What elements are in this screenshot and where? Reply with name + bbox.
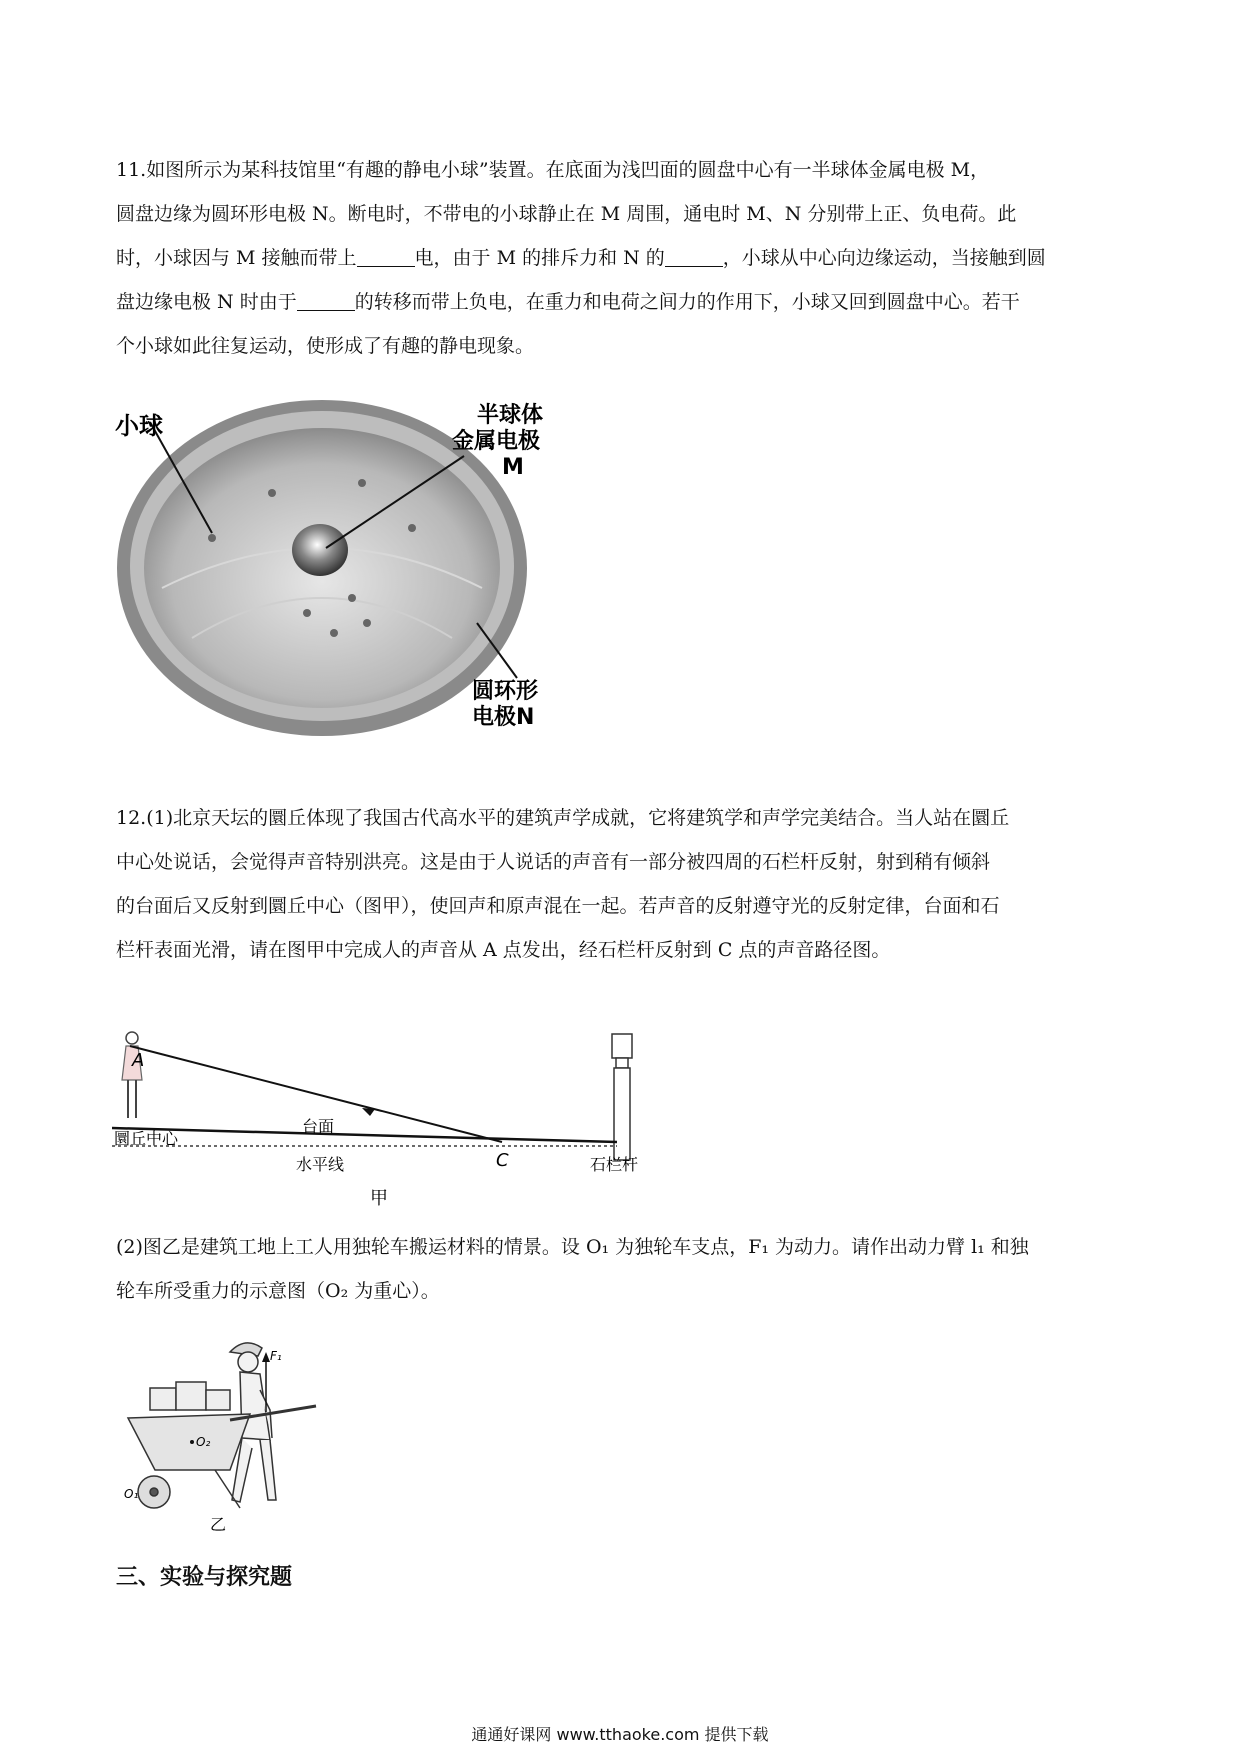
q11-line-5: 个小球如此往复运动，使形成了有趣的静电现象。: [116, 335, 535, 357]
speaking-person: [122, 1032, 145, 1118]
small-ball: [303, 609, 311, 617]
small-ball: [268, 489, 276, 497]
center-label: 圜丘中心: [114, 1129, 179, 1148]
electrode-m-label-3: M: [502, 455, 524, 480]
figure-a-caption: 甲: [370, 1188, 388, 1209]
small-ball: [358, 479, 366, 487]
figure-b-wheelbarrow: [120, 1330, 340, 1540]
q11-line-2: 圆盘边缘为圆环形电极 N。断电时，不带电的小球静止在 M 周围，通电时 M、N 分别带上正、负电荷。此: [116, 203, 1017, 225]
figure-b-caption: 乙: [210, 1515, 227, 1534]
q12-p1-line-1: 12.(1)北京天坛的圜丘体现了我国古代高水平的建筑声学成就，它将建筑学和声学完美结合。当人站在圜丘: [116, 807, 1010, 829]
ray-arrowhead: [362, 1108, 375, 1116]
q11-line-3a: 时，小球因与 M 接触而带上: [116, 247, 357, 269]
footer-text: 通通好课网 www.tthaoke.com 提供下载: [471, 1725, 769, 1744]
small-ball: [330, 629, 338, 637]
electrode-n-label-1: 圆环形: [472, 679, 539, 704]
railing-label: 石栏杆: [590, 1155, 639, 1174]
q12-p2-line-1: (2)图乙是建筑工地上工人用独轮车搬运材料的情景。设 O₁ 为独轮车支点，F₁ 为动力。请作出动力臂 l₁ 和独: [116, 1236, 1029, 1258]
q12-part1-text: [116, 796, 1134, 972]
small-ball: [363, 619, 371, 627]
platform-label: 台面: [302, 1117, 335, 1136]
small-ball: [348, 594, 356, 602]
ball-label: 小球: [115, 412, 163, 440]
horizontal-label: 水平线: [296, 1155, 345, 1174]
wheelbarrow: [128, 1382, 316, 1508]
force-f1-arrowhead: [262, 1352, 270, 1362]
small-ball: [208, 534, 216, 542]
o1-label: O₁: [124, 1487, 139, 1501]
center-of-gravity-o2: [190, 1440, 194, 1444]
o2-label: O₂: [196, 1435, 211, 1449]
platform-line: [112, 1128, 617, 1142]
electrode-m-label-1: 半球体: [477, 403, 544, 428]
electrode-n-label-2: 电极N: [472, 705, 535, 730]
section-title: 三、实验与探究题: [116, 1565, 293, 1590]
answer-blank-3[interactable]: [297, 291, 355, 311]
q11-line-4a: 盘边缘电极 N 时由于: [116, 291, 297, 313]
point-a-label: A: [132, 1050, 145, 1071]
electrode-m-label-2: 金属电极: [452, 429, 541, 454]
q11-line-3b: 电，由于 M 的排斥力和 N 的: [414, 247, 665, 269]
point-c-label: C: [496, 1150, 509, 1171]
small-ball: [408, 524, 416, 532]
q12-part2-text: [116, 1225, 1134, 1313]
q12-p2-line-2: 轮车所受重力的示意图（O₂ 为重心）。: [116, 1280, 440, 1302]
q11-line-4b: 的转移而带上负电，在重力和电荷之间力的作用下，小球又回到圆盘中心。若干: [354, 291, 1020, 313]
answer-blank-1[interactable]: [357, 247, 415, 267]
answer-blank-2[interactable]: [665, 247, 723, 267]
q11-line-3c: ，小球从中心向边缘运动，当接触到圆: [722, 247, 1046, 269]
q11-line-1: 11.如图所示为某科技馆里“有趣的静电小球”装置。在底面为浅凹面的圆盘中心有一半球体金属电极 M，: [116, 159, 990, 181]
force-f1-label: F₁: [270, 1349, 282, 1363]
center-electrode-m: [292, 524, 348, 576]
electrostatic-device-figure: [112, 398, 582, 738]
q12-p1-line-3: 的台面后又反射到圜丘中心（图甲），使回声和原声混在一起。若声音的反射遵守光的反射定律，台面和石: [116, 895, 1000, 917]
figure-a-sound-path: [112, 1020, 652, 1210]
q12-p1-line-2: 中心处说话，会觉得声音特别洪亮。这是由于人说话的声音有一部分被四周的石栏杆反射，射到稍有倾斜: [116, 851, 991, 873]
q12-p1-line-4: 栏杆表面光滑，请在图甲中完成人的声音从 A 点发出，经石栏杆反射到 C 点的声音路径图。: [116, 939, 891, 961]
q11-text: [116, 148, 1134, 368]
